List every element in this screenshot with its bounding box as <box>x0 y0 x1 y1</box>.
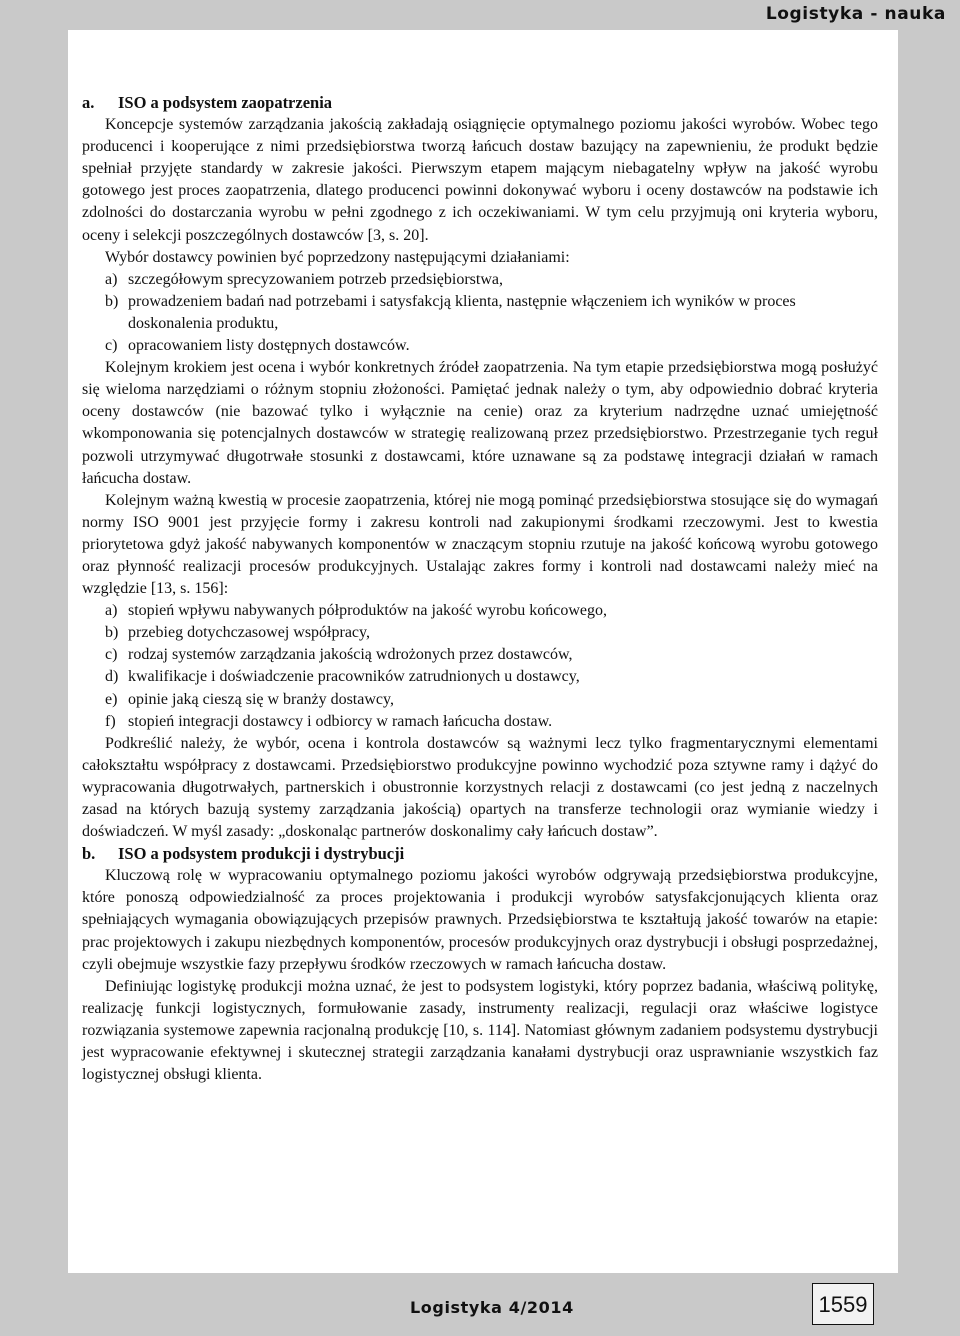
list-item-text: stopień wpływu nabywanych półproduktów na jakość wyrobu końcowego, <box>128 602 608 620</box>
list-item <box>82 335 878 357</box>
list-item-text: stopień integracji dostawcy i odbiorcy w ramach łańcucha dostaw. <box>128 712 553 730</box>
control-criteria-list <box>82 600 878 733</box>
list-item-text: szczegółowym sprecyzowaniem potrzeb przedsiębiorstwa, <box>128 270 503 288</box>
section-a-paragraph-5: Podkreślić należy, że wybór, ocena i kontrola dostawców są ważnymi lecz tylko fragmentarycznymi elementami całokształtu współpracy z dostawcami. Przedsiębiorstwo produkcyjne powinno wychodzić poza sztywne ramy i dążyć do wypracowania długotrwałych, partnerskich i obustronnie korzystnych relacji z dostawcami (co jest jedną z naczelnych zasad na których bazują systemy zarządzania jakością) opartych na transferze technologii oraz wymianie wiedzy i doświadczeń. W myśl zasady: „doskonaląc partnerów doskonalimy cały łańcuch dostaw”. <box>82 734 878 841</box>
list-item-letter: d) <box>105 668 119 686</box>
section-a-paragraph-1: Koncepcje systemów zarządzania jakością zakładają osiągnięcie optymalnego poziomu jakości wyrobów. Wobec tego producenci i kooperujące z nimi przedsiębiorstwa tworzą łańcuch dostaw bazujący na zapewnieniu, że produkt będzie spełniał przyjęte standardy w zakresie jakości. Pierwszym etapem mającym niebagatelny wpływ na jakość wyrobu gotowego jest proces zaopatrzenia, dlatego producenci powinni dokonywać wyboru i oceny dostawców na podstawie ich zdolności do dostarczania wyrobu w pełni zgodnego z ich oczekiwaniami. W tym celu przyjmują oni kryteria wyboru, oceny i selekcji poszczególnych dostawców [3, s. 20]. <box>82 116 878 244</box>
section-a-label: a. <box>82 93 95 112</box>
list-item <box>82 666 878 688</box>
list-item-text: rodzaj systemów zarządzania jakością wdrożonych przez dostawców, <box>128 646 573 664</box>
page-number-box: 1559 <box>812 1283 874 1325</box>
section-b-label: b. <box>82 844 96 864</box>
list-item <box>82 644 878 666</box>
section-b-paragraph-2: Definiując logistykę produkcji można uznać, że jest to podsystem logistyki, który poprzez badania, właściwą politykę, realizację funkcji logistycznych, formułowanie zasady, instrumenty realizacji, regulacji oraz właściwe logistyce rozwiązania systemowe zapewnia racjonalną produkcję [10, s. 114]. Natomiast głównym zadaniem podsystemu dystrybucji jest wypracowanie efektywnej i skutecznej strategii zarządzania kanałami dystrybucji oraz usprawnianie wszystkich faz logistycznej obsługi klienta. <box>82 977 878 1084</box>
list-item-text: prowadzeniem badań nad potrzebami i satysfakcją klienta, następnie włączeniem ich wyników w proces doskonalenia produktu, <box>128 292 796 332</box>
section-a-heading <box>82 92 878 114</box>
section-a-paragraph-2: Wybór dostawcy powinien być poprzedzony następującymi działaniami: <box>105 248 570 266</box>
list-item-letter: a) <box>105 602 118 620</box>
page-sheet <box>68 30 898 1273</box>
list-item <box>82 600 878 622</box>
list-item <box>82 269 878 291</box>
list-item-letter: b) <box>105 292 119 310</box>
list-item-letter: c) <box>105 337 118 355</box>
list-item-letter: b) <box>105 624 119 642</box>
section-a-paragraph-3: Kolejnym krokiem jest ocena i wybór konkretnych źródeł zaopatrzenia. Na tym etapie przedsiębiorstwa mogą posłużyć się wieloma narzędziami o różnym stopniu złożoności. Pamiętać jednak należy o tym, aby odpowiednio dobrać kryteria oceny dostawców (nie bazować tylko i wyłącznie na cenie) oraz za kryterium nadrzędne uznać umiejętność wkomponowania się potencjalnych dostawców w strategię realizowaną przez przedsiębiorstwo. Przestrzeganie tych reguł pozwoli utrzymywać długotrwałe stosunki z dostawcami, które uznawane są za podstawę integracji działań w ramach łańcucha dostaw. <box>82 359 878 487</box>
list-item-letter: f) <box>105 712 116 730</box>
list-item-text: opinie jaką cieszą się w branży dostawcy, <box>128 690 394 708</box>
section-b-title: ISO a podsystem produkcji i dystrybucji <box>118 844 405 864</box>
list-item-text: przebieg dotychczasowej współpracy, <box>128 624 370 642</box>
section-a-paragraph-4: Kolejnym ważną kwestią w procesie zaopatrzenia, której nie mogą pominąć przedsiębiorstwa stosujące się do wymagań normy ISO 9001 jest przyjęcie formy i zakresu kontroli nad zakupionymi środkami rzeczowymi. Jest to kwestia priorytetowa gdyż jakość nabywanych komponentów w znaczącym stopniu rzutuje na jakość końcową wyrobu gotowego oraz płynność realizacji procesów produkcyjnych. Ustalając zakres formy i kontroli nad dostawcami należy mieć na względzie [13, s. 156]: <box>82 491 878 598</box>
list-item-text: opracowaniem listy dostępnych dostawców. <box>128 337 410 355</box>
list-item <box>82 291 878 335</box>
list-item <box>82 711 878 733</box>
section-b-heading <box>82 843 878 865</box>
page-header-title: Logistyka - nauka <box>765 4 946 24</box>
list-item-letter: a) <box>105 270 118 288</box>
footer-journal-title: Logistyka 4/2014 <box>410 1298 574 1317</box>
list-item-letter: e) <box>105 690 118 708</box>
list-item-letter: c) <box>105 646 118 664</box>
section-b-paragraph-1: Kluczową rolę w wypracowaniu optymalnego poziomu jakości wyrobów odgrywają przedsiębiorstwa produkcyjne, które ponoszą odpowiedzialność za proces projektowania i produkcji wyrobów satysfakcjonujących klienta oraz spełniających wymagania obowiązujących przepisów prawnych. Przedsiębiorstwa te kształtują jakość towarów na etapie: prac projektowych i zakupu niezbędnych komponentów, procesów produkcyjnych oraz dystrybucji i obsługi posprzedażnej, czyli obejmuje wszystkie fazy przepływu środków rzeczowych w ramach łańcucha dostaw. <box>82 867 878 973</box>
section-a-title: ISO a podsystem zaopatrzenia <box>118 93 333 112</box>
list-item-text: kwalifikacje i doświadczenie pracowników zatrudnionych u dostawcy, <box>128 668 580 686</box>
list-item <box>82 689 878 711</box>
list-item <box>82 622 878 644</box>
article-body <box>82 92 878 1086</box>
supplier-selection-list <box>82 269 878 357</box>
